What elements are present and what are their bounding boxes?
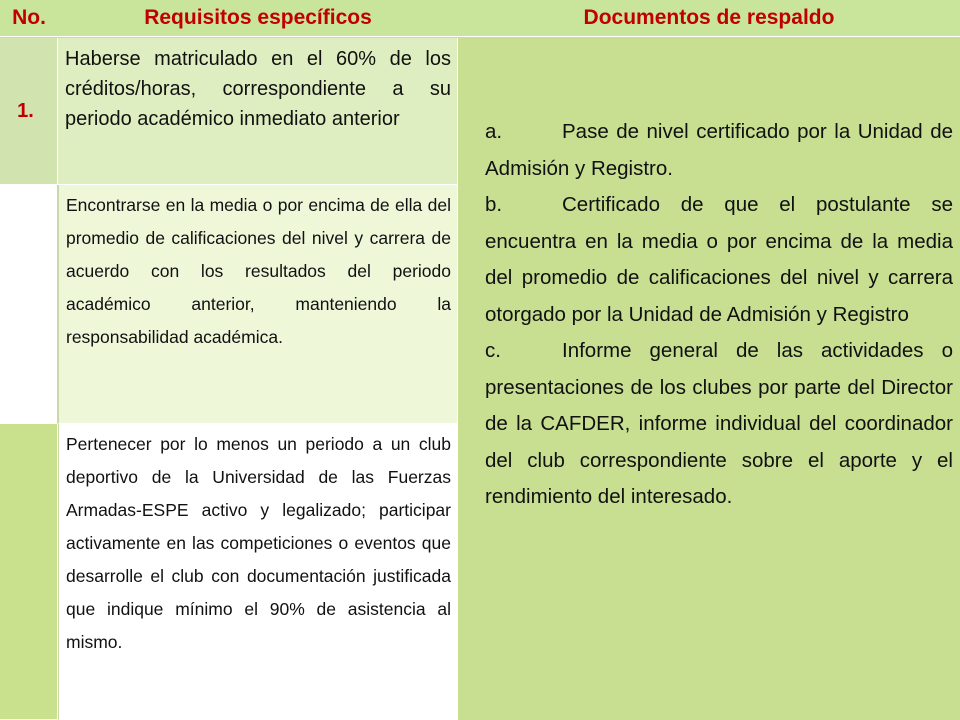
- header-requisitos: Requisitos específicos: [58, 0, 458, 37]
- document-item-b: [485, 187, 953, 333]
- document-text-a: Pase de nivel certificado por la Unidad de Admisión y Registro.: [485, 120, 953, 180]
- document-text-c: Informe general de las actividades o presentaciones de los clubes por parte del Director de la CAFDER, informe individual del coordinador del club correspondiente sobre el aporte y el rendimiento del interesado.: [485, 339, 953, 508]
- document-letter-a: a.: [485, 120, 503, 143]
- header-documentos: Documentos de respaldo: [458, 0, 960, 37]
- requirement-1: Haberse matriculado en el 60% de los créditos/horas, correspondiente a su periodo académico inmediato anterior: [58, 38, 458, 185]
- document-item-a: [485, 114, 953, 187]
- row-number-empty-2: [0, 185, 58, 424]
- document-item-c: [485, 333, 953, 516]
- document-letter-c: c.: [485, 339, 501, 362]
- row-number: 1.: [0, 38, 58, 185]
- requirement-2: Encontrarse en la media o por encima de ella del promedio de calificaciones del nivel y carrera de acuerdo con los resultados del periodo académico anterior, manteniendo la responsabilidad académica.: [58, 185, 458, 424]
- requirement-3: Pertenecer por lo menos un periodo a un club deportivo de la Universidad de las Fuerzas Armadas-ESPE activo y legalizado; participar activamente en las competiciones o eventos que desarrolle el club con documentación justificada que indique mínimo el 90% de asistencia al mismo.: [58, 424, 458, 720]
- supporting-documents: [458, 38, 960, 720]
- document-letter-b: b.: [485, 193, 503, 216]
- row-number-empty-3: [0, 424, 58, 720]
- document-text-b: Certificado de que el postulante se encuentra en la media o por encima de la media del promedio de calificaciones del nivel y carrera otorgado por la Unidad de Admisión y Registro: [485, 193, 953, 326]
- header-no: No.: [0, 0, 58, 37]
